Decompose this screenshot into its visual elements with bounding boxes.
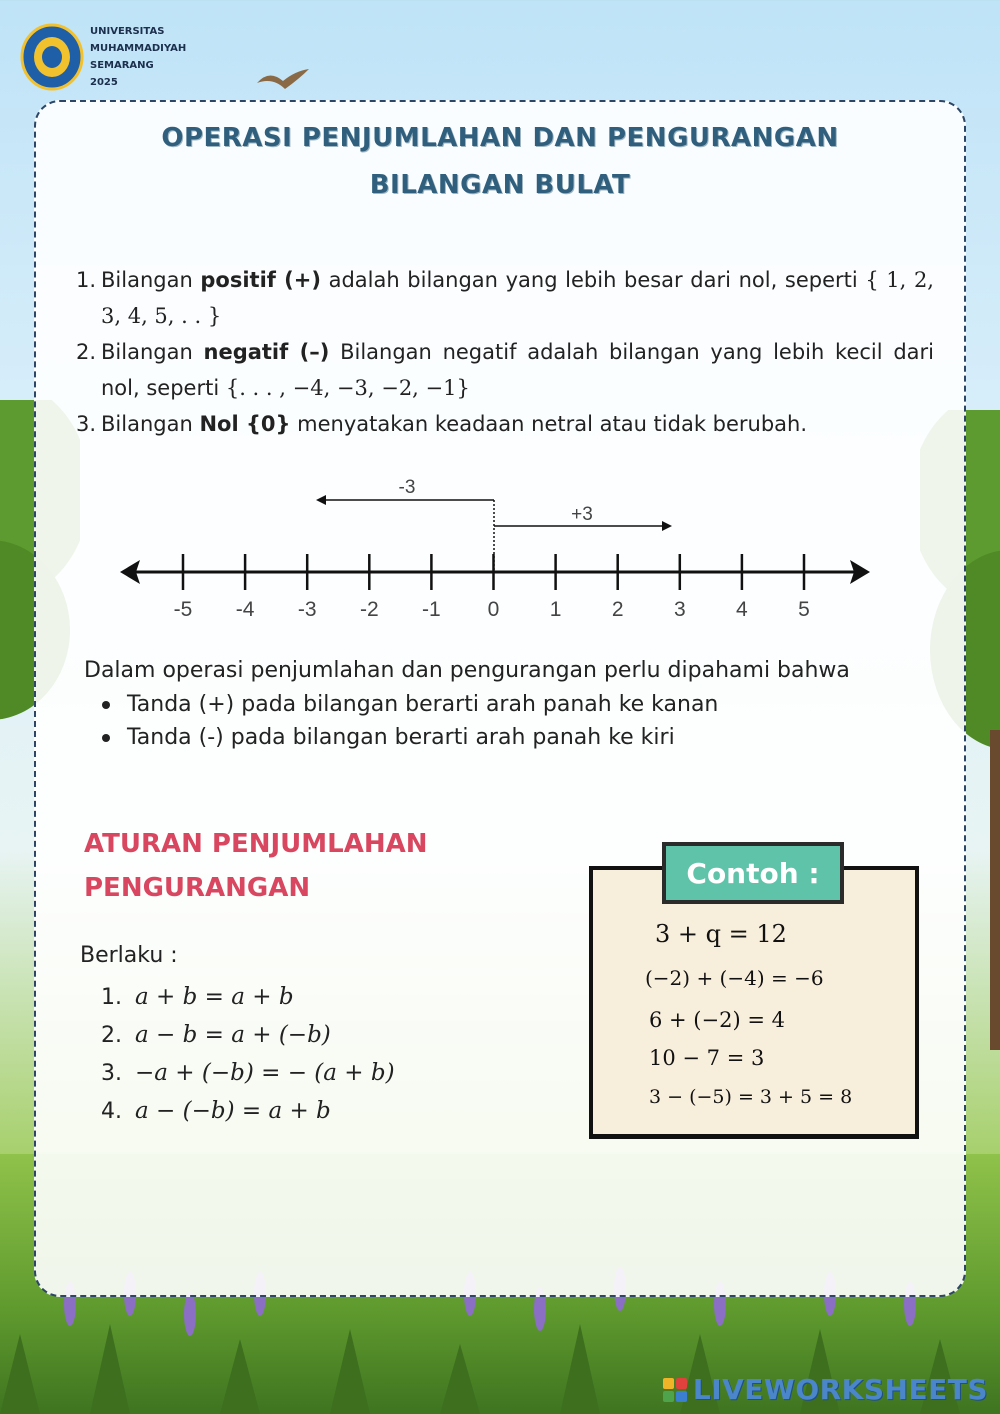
university-year: 2025: [90, 77, 118, 88]
minus-three-arrowhead: [316, 495, 326, 505]
plus-three-label: +3: [571, 504, 593, 525]
brand-text: LIVEWORKSHEETS: [692, 1373, 988, 1406]
list-number: 3.: [76, 412, 97, 436]
list-number: 1.: [76, 268, 97, 292]
page-title-line-2: BILANGAN BULAT: [369, 170, 631, 200]
plus-three-arrowhead: [662, 521, 672, 531]
example-item: 6 + (−2) = 4: [649, 1008, 785, 1032]
university-line-2: MUHAMMADIYAH: [90, 43, 187, 54]
tick-label: -2: [359, 598, 379, 621]
number-line-diagram: [110, 468, 880, 633]
page-title-line-1: OPERASI PENJUMLAHAN DAN PENGURANGAN: [161, 123, 839, 153]
list-text: Bilangan negatif (–) Bilangan negatif adalah bilangan yang lebih kecil dari nol, seperti {. . . , −4, −3, −2, −1}: [101, 340, 935, 400]
rules-list: [101, 978, 395, 1130]
tick-label: 5: [798, 598, 810, 621]
liveworksheets-logo-icon: [663, 1378, 687, 1402]
university-logo-icon: [20, 22, 84, 92]
list-item: [76, 262, 934, 334]
tick-label: 4: [736, 598, 748, 621]
bullet-dot: [102, 701, 110, 709]
university-line-3: SEMARANG: [90, 60, 154, 71]
list-item: [76, 334, 934, 406]
tick-label: 3: [673, 598, 686, 621]
explanation-bullets: [102, 688, 718, 754]
rules-applies-label: Berlaku :: [80, 943, 178, 968]
tick-label: 1: [549, 598, 562, 621]
example-item: (−2) + (−4) = −6: [645, 966, 824, 990]
rule-item: 1. a + b = a + b: [101, 984, 294, 1010]
tick-label: -3: [297, 598, 317, 621]
tick-label: -4: [235, 598, 255, 621]
minus-three-label: -3: [398, 477, 416, 498]
tick-label: 2: [611, 598, 624, 621]
rule-item: 2. a − b = a + (−b): [101, 1022, 331, 1048]
bird-icon: [255, 65, 311, 93]
bullet-item: Tanda (-) pada bilangan berarti arah panah ke kiri: [102, 721, 718, 754]
tick-label: -1: [422, 598, 441, 621]
bullet-item: Tanda (+) pada bilangan berarti arah panah ke kanan: [102, 688, 718, 721]
example-item: 3 − (−5) = 3 + 5 = 8: [649, 1086, 853, 1108]
example-label: Contoh :: [662, 842, 844, 904]
university-line-1: UNIVERSITAS: [90, 26, 165, 37]
bullet-dot: [102, 734, 110, 742]
example-item: 10 − 7 = 3: [649, 1046, 765, 1070]
list-text: Bilangan positif (+) adalah bilangan yang lebih besar dari nol, seperti { 1, 2, 3, 4, 5, . . }: [101, 268, 934, 328]
university-name: [90, 23, 186, 91]
explanation-intro: Dalam operasi penjumlahan dan pengurangan perlu dipahami bahwa: [84, 658, 850, 683]
tick-label: -5: [173, 598, 193, 621]
university-header: [20, 22, 186, 92]
list-text: Bilangan Nol {0} menyatakan keadaan netral atau tidak berubah.: [101, 412, 808, 436]
example-item: 3 + q = 12: [655, 920, 787, 948]
liveworksheets-brand[interactable]: [663, 1373, 988, 1406]
list-item: [76, 406, 934, 442]
definitions-list: [76, 262, 934, 442]
rule-item: 4. a − (−b) = a + b: [101, 1098, 331, 1124]
rules-title: ATURAN PENJUMLAHAN PENGURANGAN: [84, 829, 428, 903]
rule-item: 3. −a + (−b) = − (a + b): [101, 1060, 395, 1086]
list-number: 2.: [76, 340, 97, 364]
tick-label: 0: [487, 598, 500, 621]
